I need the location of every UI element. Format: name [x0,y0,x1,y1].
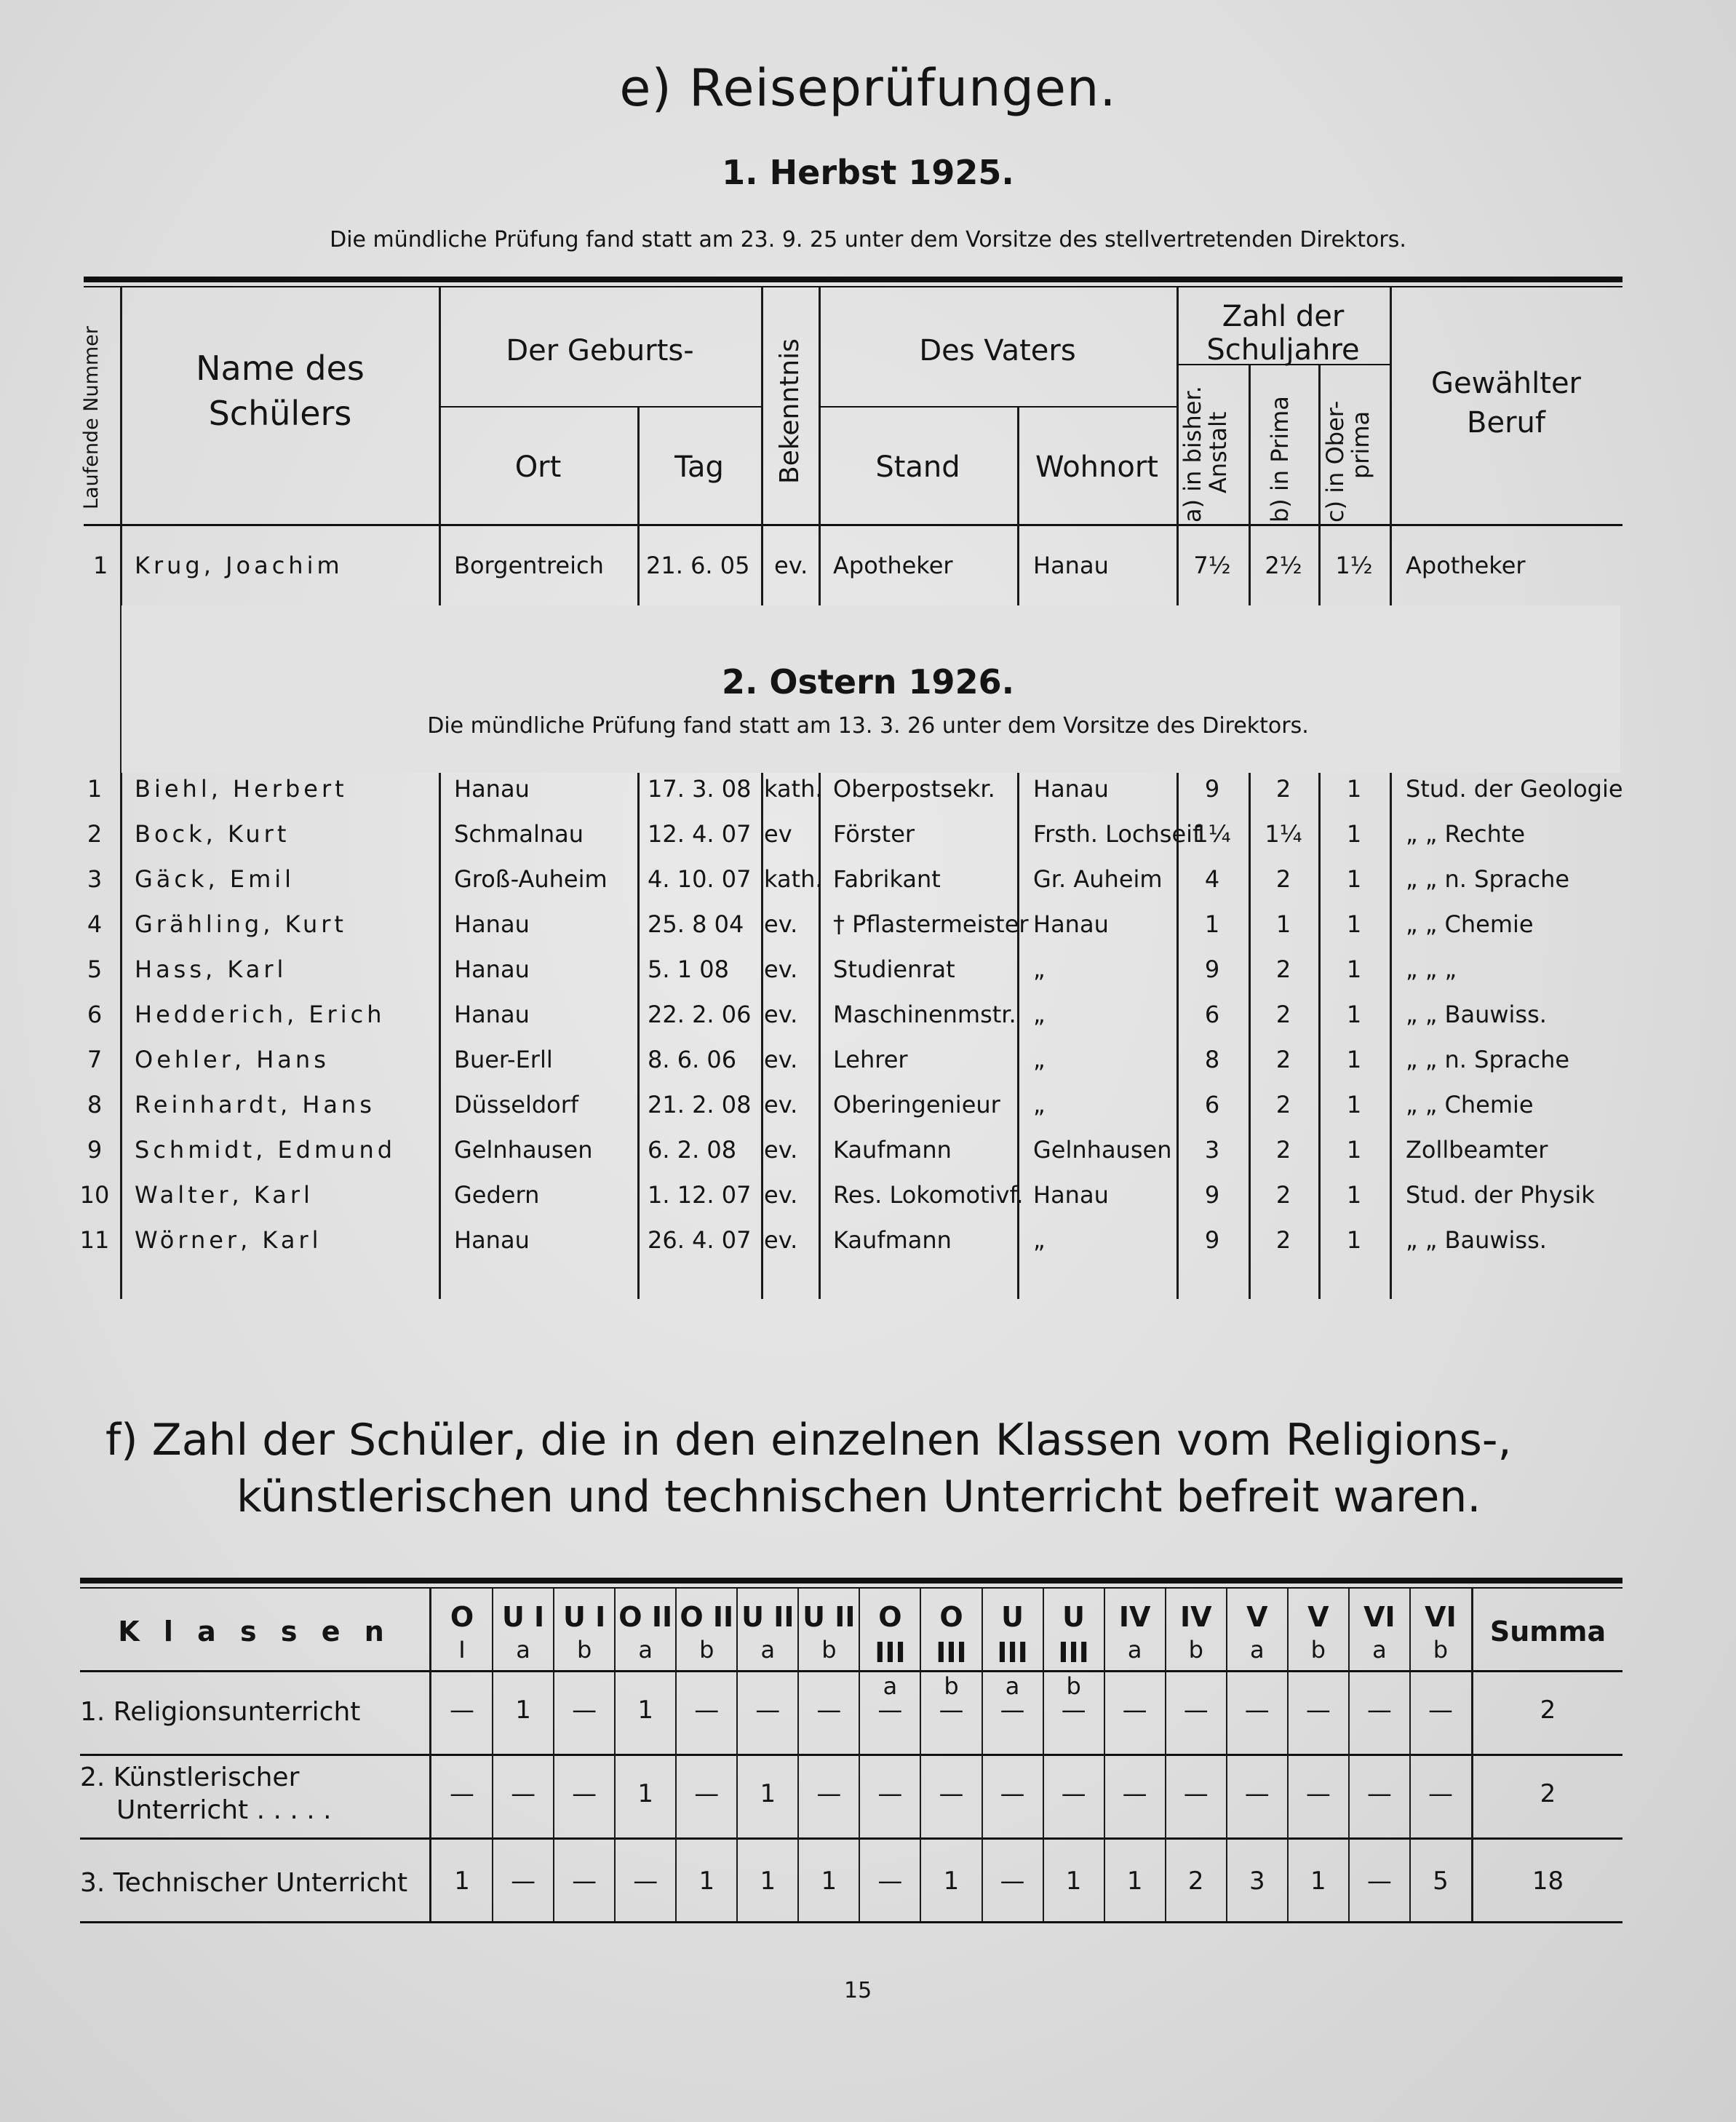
class-count-cell: — [511,1779,536,1808]
header-beruf-line1: Gewählter [1430,367,1582,400]
row-ort: Hanau [454,1001,530,1028]
class-header-top: IV [1179,1601,1212,1633]
class-header-bottom: a [1005,1672,1020,1700]
class-header-top: U II [741,1601,795,1633]
class-count-cell: — [633,1867,658,1896]
class-count-cell: — [450,1696,475,1725]
class-count-cell: — [1305,1779,1331,1808]
class-header-bottom: b [944,1672,959,1700]
class-count-cell: — [1183,1696,1209,1725]
row-name: Schmidt, Edmund [135,1136,397,1164]
row-years-c: 1 [1346,865,1362,893]
row-nr: 9 [87,1136,103,1164]
header-a-line1: a) in bisher. [1179,386,1206,522]
class-column-header [1227,1600,1288,1666]
row-years-c: 1 [1346,775,1362,803]
col-divider [1249,364,1251,1299]
row-years-a: 4 [1204,865,1220,893]
row-wohnort: „ [1033,1091,1046,1118]
header-zahl-schuljahre [1176,300,1390,367]
class-column-header [676,1600,737,1666]
row-years-c: 1 [1346,1046,1362,1073]
class-count-cell: — [1061,1779,1086,1808]
row-years-b: 2½ [1265,552,1302,579]
class-header-bottom: a [760,1636,776,1664]
header-laufende-nummer: Laufende Nummer [80,326,103,509]
row-wohnort: „ [1033,955,1046,983]
class-count-cell: — [1428,1779,1453,1808]
row-ort: Groß-Auheim [454,865,608,893]
row-beruf: „ „ n. Sprache [1406,865,1570,893]
class-count-cell: — [1366,1867,1392,1896]
row-nr: 1 [93,552,108,579]
row-years-c: 1 [1346,820,1362,848]
row-ort: Gelnhausen [454,1136,593,1164]
class-count-cell: — [755,1696,781,1725]
class-header-top: U III [997,1601,1028,1669]
class-header-top: V [1307,1601,1329,1633]
class-header-bottom: b [821,1636,837,1664]
row-label [80,1867,407,1899]
row-stand: Förster [833,820,915,848]
class-count-cell: 5 [1433,1867,1449,1896]
class-count-cell: — [694,1696,720,1725]
ostern-heading: 2. Ostern 1926. [721,662,1015,702]
class-column-header [982,1600,1043,1701]
row-tag: 8. 6. 06 [648,1046,737,1073]
class-count-cell: 1 [515,1696,531,1725]
row-years-a: 3 [1204,1136,1220,1164]
table2-row-rule [80,1754,1622,1756]
row-bekenntnis: ev. [764,1226,798,1254]
class-header-top: O III [936,1601,967,1669]
row-years-a: 8 [1204,1046,1220,1073]
class-column-header [798,1600,859,1666]
row-tag: 1. 12. 07 [648,1181,752,1209]
header-geburts: Der Geburts- [506,334,694,367]
class-header-bottom: a [883,1672,898,1700]
header-stand: Stand [875,450,960,484]
row-bekenntnis: kath. [764,865,823,893]
class-header-top: VI [1425,1601,1457,1633]
row-bekenntnis: ev. [764,1136,798,1164]
row-wohnort: Hanau [1033,1181,1109,1209]
header-wohnort: Wohnort [1035,450,1158,484]
row-years-b: 1¼ [1265,820,1302,848]
row-ort: Buer-Erll [454,1046,553,1073]
row-bekenntnis: ev. [774,552,808,579]
class-column-header [859,1600,920,1701]
row-nr: 4 [87,910,103,938]
class-count-cell: — [1366,1696,1392,1725]
class-column-header [1104,1600,1166,1666]
class-count-cell: — [1000,1867,1025,1896]
class-count-cell: — [1244,1779,1270,1808]
col-divider [637,408,640,1299]
table-top-rule [84,277,1622,282]
header-a-line2: Anstalt [1204,411,1233,493]
summa-cell: 2 [1540,1779,1556,1808]
header-name-line2: Schülers [208,394,352,434]
class-header-bottom: a [1372,1636,1387,1664]
row-wohnort: Gr. Auheim [1033,865,1163,893]
header-name-line1: Name des [196,349,365,388]
row-stand: Fabrikant [833,865,941,893]
row-wohnort: „ [1033,1046,1046,1073]
row-tag: 25. 8 04 [648,910,744,938]
row-label-line1: 3. Technischer Unterricht [80,1868,408,1898]
row-years-c: 1 [1346,955,1362,983]
row-stand: Oberpostsekr. [833,775,995,803]
row-beruf: „ „ Bauwiss. [1406,1001,1547,1028]
row-name: Gäck, Emil [135,865,295,893]
class-column-header [920,1600,982,1701]
class-count-cell: 1 [1126,1867,1143,1896]
row-nr: 11 [79,1226,110,1254]
class-count-cell: 1 [698,1867,715,1896]
class-count-cell: — [877,1696,903,1725]
klassen-header: K l a s s e n [118,1616,391,1648]
row-bekenntnis: ev. [764,955,798,983]
row-beruf: „ „ Chemie [1406,1091,1534,1118]
header-vaters: Des Vaters [919,334,1076,367]
row-nr: 6 [87,1001,103,1028]
row-nr: 1 [87,775,103,803]
class-column-header [1043,1600,1104,1701]
row-stand: Kaufmann [833,1136,952,1164]
row-stand: Apotheker [833,552,953,579]
row-nr: 8 [87,1091,103,1118]
row-beruf: „ „ Rechte [1406,820,1526,848]
class-count-cell: — [1244,1696,1270,1725]
row-stand: † Pflastermeister [833,910,1029,938]
row-years-b: 1 [1275,910,1291,938]
section-f-title-line2: künstlerischen und technischen Unterricht befreit waren. [236,1471,1481,1522]
class-header-top: U I [501,1601,545,1633]
row-tag: 26. 4. 07 [648,1226,752,1254]
row-years-a: 9 [1204,1226,1220,1254]
row-label [80,1696,360,1728]
row-years-c: 1 [1346,910,1362,938]
class-count-cell: 1 [821,1867,837,1896]
table2-top-rule [80,1578,1622,1583]
row-beruf: Zollbeamter [1406,1136,1548,1164]
row-years-b: 2 [1275,865,1291,893]
row-years-a: 1 [1204,910,1220,938]
row-years-b: 2 [1275,1181,1291,1209]
class-count-cell: 1 [943,1867,960,1896]
header-a-anstalt [1180,386,1231,522]
class-count-cell: — [1061,1696,1086,1725]
row-wohnort: Hanau [1033,775,1109,803]
row-name: Hedderich, Erich [135,1001,386,1028]
table2-top-rule-thin [80,1587,1622,1589]
row-wohnort: „ [1033,1226,1046,1254]
class-count-cell: 1 [637,1696,654,1725]
class-count-cell: — [939,1696,964,1725]
herbst-note: Die mündliche Prüfung fand statt am 23. 9. 25 unter dem Vorsitze des stellvertretenden Direktors. [330,227,1406,253]
row-years-b: 2 [1275,1091,1291,1118]
class-header-bottom: b [1066,1672,1081,1700]
row-years-c: 1 [1346,1091,1362,1118]
row-ort: Düsseldorf [454,1091,579,1118]
row-bekenntnis: kath. [764,775,823,803]
col-divider [1017,408,1019,1299]
class-header-top: O II [680,1601,734,1633]
row-ort: Hanau [454,910,530,938]
class-header-top: VI [1363,1601,1395,1633]
row-name: Wörner, Karl [135,1226,322,1254]
row-stand: Lehrer [833,1046,908,1073]
row-label-line2: Unterricht . . . . . [116,1795,332,1825]
col-divider [761,287,763,1299]
row-tag: 21. 6. 05 [646,552,750,579]
table2-bottom-rule [80,1921,1622,1923]
row-nr: 2 [87,820,103,848]
row-ort: Hanau [454,775,530,803]
row-years-a: 1¼ [1193,820,1231,848]
row-name: Oehler, Hans [135,1046,330,1073]
row-bekenntnis: ev. [764,1181,798,1209]
row-bekenntnis: ev. [764,1091,798,1118]
class-count-cell: — [877,1867,903,1896]
row-tag: 12. 4. 07 [648,820,752,848]
header-tag: Tag [674,450,724,484]
row-years-c: 1 [1346,1226,1362,1254]
class-header-top: V [1246,1601,1268,1633]
header-c-oberprima [1323,401,1374,522]
section-f-title-line1: f) Zahl der Schüler, die in den einzelnen Klassen vom Religions-, [105,1415,1512,1466]
row-years-b: 2 [1275,1046,1291,1073]
sub-rule [439,406,761,408]
class-column-header [1410,1600,1471,1666]
row-tag: 22. 2. 06 [648,1001,752,1028]
row-nr: 10 [79,1181,110,1209]
row-years-a: 9 [1204,1181,1220,1209]
class-count-cell: — [1000,1779,1025,1808]
row-years-c: 1½ [1335,552,1373,579]
ostern-note: Die mündliche Prüfung fand statt am 13. 3. 26 unter dem Vorsitze des Direktors. [427,713,1309,739]
row-name: Bock, Kurt [135,820,290,848]
row-label [80,1761,332,1827]
class-header-bottom: a [1249,1636,1265,1664]
row-years-b: 2 [1275,775,1291,803]
row-stand: Maschinenmstr. [833,1001,1016,1028]
row-beruf: Stud. der Physik [1406,1181,1595,1209]
row-stand: Kaufmann [833,1226,952,1254]
class-count-cell: — [572,1696,597,1725]
class-count-cell: 3 [1249,1867,1265,1896]
class-count-cell: 1 [1310,1867,1326,1896]
row-name: Reinhardt, Hans [135,1091,375,1118]
header-beruf [1390,364,1622,442]
herbst-heading: 1. Herbst 1925. [722,153,1014,192]
class-header-top: O II [618,1601,673,1633]
class-count-cell: — [450,1779,475,1808]
class-header-bottom: b [1433,1636,1449,1664]
class-column-header [431,1600,493,1666]
row-years-c: 1 [1346,1136,1362,1164]
class-count-cell: — [1122,1779,1147,1808]
header-ort: Ort [514,450,562,484]
row-beruf: „ „ n. Sprache [1406,1046,1570,1073]
class-column-header [615,1600,676,1666]
class-header-bottom: b [576,1636,592,1664]
row-ort: Hanau [454,1226,530,1254]
col-divider [439,287,441,1299]
class-column-header [1288,1600,1349,1666]
row-years-a: 9 [1204,955,1220,983]
row-name: Grähling, Kurt [135,910,347,938]
class-count-cell: 1 [760,1867,776,1896]
class-count-cell: — [511,1867,536,1896]
class-column-header [1166,1600,1227,1666]
class-count-cell: — [877,1779,903,1808]
row-nr: 7 [87,1046,103,1073]
row-years-a: 7½ [1193,552,1231,579]
row-years-a: 6 [1204,1001,1220,1028]
row-beruf: „ „ Chemie [1406,910,1534,938]
class-count-cell: 1 [760,1779,776,1808]
header-zahl-line1: Zahl der [1222,300,1345,333]
col-divider [120,287,122,1299]
row-years-c: 1 [1346,1001,1362,1028]
row-wohnort: Frsth. Lochseif [1033,820,1201,848]
sub-rule [819,406,1176,408]
row-tag: 6. 2. 08 [648,1136,737,1164]
row-ort: Hanau [454,955,530,983]
section-f-title [105,1412,1670,1525]
row-wohnort: „ [1033,1001,1046,1028]
section-e-title: e) Reiseprüfungen. [619,58,1117,118]
row-bekenntnis: ev. [764,1046,798,1073]
class-column-header [554,1600,615,1666]
row-beruf: „ „ Bauwiss. [1406,1226,1547,1254]
class-count-cell: — [1122,1696,1147,1725]
row-wohnort: Gelnhausen [1033,1136,1172,1164]
row-years-b: 2 [1275,955,1291,983]
class-count-cell: — [1183,1779,1209,1808]
row-bekenntnis: ev. [764,910,798,938]
class-header-bottom: b [1188,1636,1203,1664]
class-column-header [1349,1600,1410,1666]
row-years-a: 6 [1204,1091,1220,1118]
row-ort: Borgentreich [454,552,604,579]
summa-cell: 2 [1540,1696,1556,1725]
class-count-cell: — [1366,1779,1392,1808]
row-beruf: Apotheker [1406,552,1526,579]
row-wohnort: Hanau [1033,552,1109,579]
row-ort: Gedern [454,1181,540,1209]
row-name: Hass, Karl [135,955,287,983]
row-bekenntnis: ev. [764,1001,798,1028]
class-header-bottom: I [458,1636,466,1664]
header-zahl-line2: Schuljahre [1206,333,1360,367]
row-wohnort: Hanau [1033,910,1109,938]
row-years-a: 9 [1204,775,1220,803]
row-name: Krug, Joachim [135,552,343,579]
row-stand: Oberingenieur [833,1091,1000,1118]
class-header-top: U III [1058,1601,1089,1669]
class-count-cell: — [816,1779,842,1808]
row-years-b: 2 [1275,1226,1291,1254]
summa-cell: 18 [1532,1867,1564,1896]
class-count-cell: — [1305,1696,1331,1725]
table2-header-rule [80,1670,1622,1672]
row-tag: 4. 10. 07 [648,865,752,893]
class-header-bottom: a [516,1636,530,1664]
class-header-top: O [450,1601,474,1633]
row-stand: Studienrat [833,955,955,983]
header-bekenntnis: Bekenntnis [775,338,805,484]
row-bekenntnis: ev [764,820,792,848]
class-count-cell: 2 [1187,1867,1204,1896]
class-count-cell: — [816,1696,842,1725]
class-header-bottom: b [699,1636,714,1664]
row-beruf: „ „ „ [1406,955,1457,983]
row-years-b: 2 [1275,1001,1291,1028]
header-name [160,346,400,436]
row-name: Walter, Karl [135,1181,314,1209]
class-header-bottom: b [1310,1636,1326,1664]
class-header-top: U I [563,1601,606,1633]
row-label-line1: 2. Künstlerischer [80,1763,300,1792]
header-c-line1: c) in Ober- [1321,400,1349,522]
header-beruf-line2: Beruf [1467,406,1545,440]
class-column-header [737,1600,798,1666]
row-tag: 5. 1 08 [648,955,729,983]
row-nr: 5 [87,955,103,983]
row-ort: Schmalnau [454,820,584,848]
class-header-bottom: a [1127,1636,1142,1664]
row-nr: 3 [87,865,103,893]
class-header-bottom: a [638,1636,653,1664]
class-header-top: U II [803,1601,856,1633]
row-name: Biehl, Herbert [135,775,348,803]
class-count-cell: — [1000,1696,1025,1725]
class-count-cell: — [939,1779,964,1808]
row-label-line1: 1. Religionsunterricht [80,1697,361,1727]
class-count-cell: 1 [637,1779,654,1808]
row-years-b: 2 [1275,1136,1291,1164]
class-count-cell: — [572,1779,597,1808]
header-b-prima: b) in Prima [1266,396,1294,522]
class-column-header [493,1600,554,1666]
header-c-line2: prima [1347,410,1375,479]
row-beruf: Stud. der Geologie [1406,775,1623,803]
row-stand: Res. Lokomotivf. [833,1181,1024,1209]
class-header-top: O III [875,1601,906,1669]
summa-header: Summa [1489,1616,1606,1648]
row-tag: 21. 2. 08 [648,1091,752,1118]
col-divider [1318,364,1321,1299]
class-count-cell: — [1428,1696,1453,1725]
row-years-c: 1 [1346,1181,1362,1209]
page-number: 15 [844,1978,872,2003]
class-count-cell: — [572,1867,597,1896]
table2-row-rule [80,1837,1622,1840]
class-header-top: IV [1118,1601,1151,1633]
row-tag: 17. 3. 08 [648,775,752,803]
class-count-cell: 1 [454,1867,470,1896]
class-count-cell: 1 [1065,1867,1082,1896]
class-count-cell: — [694,1779,720,1808]
